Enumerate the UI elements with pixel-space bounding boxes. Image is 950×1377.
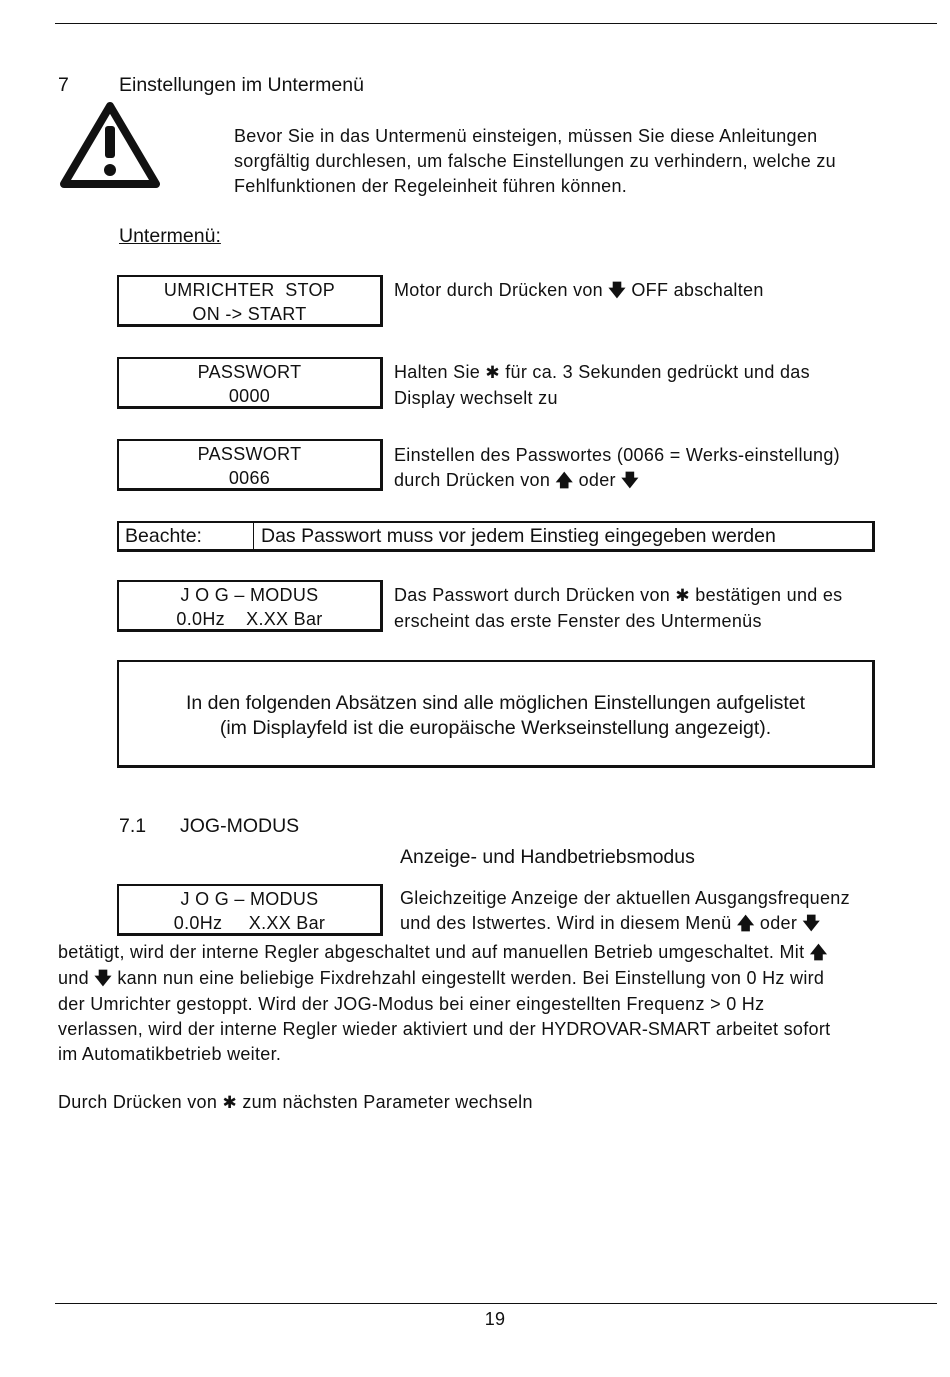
warning-triangle-icon [58,100,162,190]
beachte-separator [253,523,254,549]
submenu-label: Untermenü: [119,225,221,247]
warning-line: sorgfältig durchlesen, um falsche Einstellungen zu verhindern, welche zu [234,151,836,171]
display-panel-passwort-0066 [117,439,383,491]
arrow-down-icon: 🡇 [608,281,627,301]
desc-text: und des Istwertes. Wird in diesem Menü [400,912,737,933]
desc-text: Motor durch Drücken von [394,280,609,300]
para-text: Durch Drücken von [58,1092,223,1112]
desc-text: Das Passwort durch Drücken von [394,585,676,605]
warning-text [234,124,924,199]
asterisk-icon: ✱ [485,363,500,383]
display-line-2: 0066 [228,468,271,488]
warning-line: Bevor Sie in das Untermenü einsteigen, müssen Sie diese Anleitungen [234,126,818,146]
desc-text: bestätigen und es [689,585,843,605]
arrow-down-icon: 🡇 [621,470,639,491]
desc-text: oder [754,912,803,933]
para-text: der Umrichter gestoppt. Wird der JOG-Modus bei einer eingestellten Frequenz > 0 Hz [58,994,765,1014]
bottom-rule [55,1303,937,1304]
display-line-1: J O G – MODUS [180,585,319,605]
display-panel-umrichter [117,275,383,327]
warning-line: Fehlfunktionen der Regeleinheit führen können. [234,176,628,196]
note-line-2: (im Displayfeld ist die europäische Werkseinstellung angezeigt). [219,717,772,739]
step-3-description [394,443,914,493]
beachte-label: Beachte: [125,525,202,547]
asterisk-icon: ✱ [222,1093,238,1113]
arrow-down-icon: 🡇 [94,969,113,989]
display-line-1: UMRICHTER STOP [163,280,336,300]
subsection-title: JOG-MODUS [180,815,300,837]
para-text: im Automatikbetrieb weiter. [58,1044,282,1064]
note-line-1: In den folgenden Absätzen sind alle möglichen Einstellungen aufgelistet [185,692,806,714]
display-line-2: 0.0Hz X.XX Bar [176,609,323,629]
top-rule [55,23,937,24]
desc-text: Halten Sie [394,362,486,382]
desc-text: Gleichzeitige Anzeige der aktuellen Ausgangsfrequenz [400,888,850,908]
arrow-up-icon: 🡅 [809,943,828,963]
para-text: und [58,968,95,988]
desc-text: für ca. 3 Sekunden gedrückt und das [499,362,810,382]
jog-paragraph [58,940,938,1067]
display-line-1: J O G – MODUS [180,889,319,909]
desc-text: durch Drücken von [394,469,556,490]
display-line-1: PASSWORT [197,362,302,382]
page-number: 19 [484,1309,506,1329]
arrow-up-icon: 🡅 [555,470,574,491]
section-number: 7 [58,74,69,96]
display-line-1: PASSWORT [197,444,302,464]
para-text: verlassen, wird der interne Regler wieder aktiviert und der [58,1019,542,1039]
step-2-description [394,360,914,410]
step-1-description [394,278,914,304]
display-line-2: 0000 [228,386,271,406]
subsection-number: 7.1 [119,815,147,837]
beachte-text: Das Passwort muss vor jedem Einstieg eingegeben werden [261,525,776,547]
brand-name: HYDROVAR-SMART [541,1019,711,1039]
note-beachte [117,521,875,552]
jog-description-head [400,886,920,936]
info-note-box [117,660,875,768]
step-4-description [394,583,914,633]
display-panel-jog-modus [117,580,383,632]
display-line-2: 0.0Hz X.XX Bar [173,913,326,933]
para-text: arbeitet sofort [710,1019,831,1039]
arrow-up-icon: 🡅 [736,913,755,934]
arrow-down-icon: 🡇 [802,913,821,934]
section-title: Einstellungen im Untermenü [119,74,364,96]
desc-text: Einstellen des Passwortes (0066 = Werks-einstellung) [394,445,840,465]
para-text: betätigt, wird der interne Regler abgeschaltet und auf manuellen Betrieb umgeschaltet. Mit [58,942,810,962]
para-text: kann nun eine beliebige Fixdrehzahl eingestellt werden. Bei Einstellung von 0 Hz wird [112,968,825,988]
desc-text: OFF abschalten [626,280,764,300]
asterisk-icon: ✱ [675,586,690,606]
subsection-subtitle: Anzeige- und Handbetriebsmodus [400,846,695,868]
desc-text: Display wechselt zu [394,387,558,408]
jog-final-line [58,1090,938,1116]
para-text: zum nächsten Parameter wechseln [237,1092,533,1112]
display-line-2: ON -> START [192,304,307,324]
desc-text: erscheint das erste Fenster des Untermenüs [394,610,762,631]
display-panel-jog-modus-2 [117,884,383,936]
display-panel-passwort-0000 [117,357,383,409]
desc-text: oder [573,469,622,490]
